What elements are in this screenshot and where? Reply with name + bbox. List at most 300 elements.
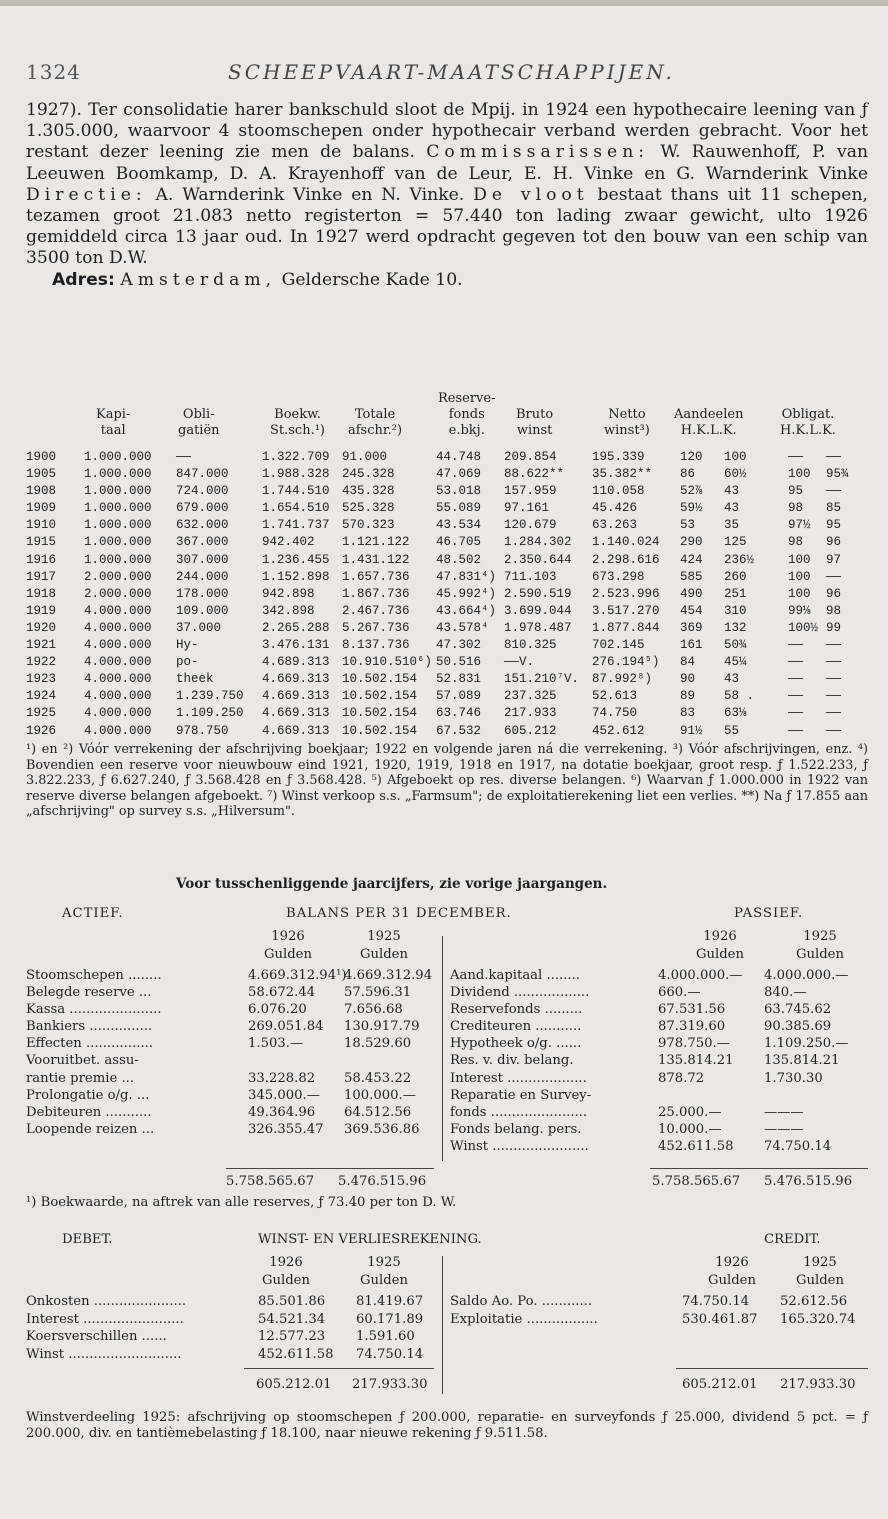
passief-total-1926: 5.758.565.67	[652, 1174, 741, 1189]
table-cell: ——	[176, 450, 192, 464]
winstverdeeling-text: Winstverdeeling 1925: afschrijving op stoomschepen ƒ 200.000, reparatie- en surveyfonds ƒ 25.000, dividend 5 pct. = ƒ 200.000, div. en tantièmebelasting ƒ 18.100, naar nieuwe rekening ƒ 9.511.58.	[26, 1410, 868, 1441]
row-year: 1921	[26, 638, 57, 653]
table-cell: 1.654.510	[262, 501, 330, 516]
page-header	[26, 54, 866, 86]
table-cell: 91.000	[342, 450, 388, 464]
table-cell: 43.664⁴)	[436, 603, 497, 618]
table-cell: ——	[788, 638, 804, 653]
actief-1925: 57.596.31	[344, 985, 412, 1001]
table-row	[26, 569, 868, 586]
balance-row	[26, 1071, 868, 1088]
table-cell: 90	[680, 672, 696, 687]
table-cell: 43.578⁴	[436, 620, 489, 635]
passief-label: Crediteuren ...........	[450, 1019, 582, 1035]
debet-1925: 74.750.14	[356, 1346, 424, 1362]
table-cell: 260	[724, 569, 747, 584]
table-cell: 52⅞	[680, 484, 703, 499]
passief-label: Hypotheek o/g. ......	[450, 1036, 582, 1052]
col-totale-afschrijving: Totale afschr.²)	[348, 407, 403, 438]
table-row	[26, 517, 868, 534]
table-cell: 342.898	[262, 603, 315, 618]
table-cell: ——	[826, 569, 842, 584]
table-cell: 1.741.737	[262, 518, 330, 533]
table-row	[26, 688, 868, 705]
table-cell: ——	[826, 689, 842, 704]
debet-title: DEBET.	[62, 1232, 113, 1247]
debet-1926: 452.611.58	[258, 1346, 334, 1362]
table-cell: 43	[724, 672, 740, 687]
table-cell: ——V.	[504, 655, 535, 670]
profit-distribution	[26, 1410, 868, 1442]
actief-1925: 130.917.79	[344, 1019, 420, 1035]
table-cell: 1.000.000	[84, 552, 152, 567]
col-obligaties: Obligat. H.K.L.K.	[780, 407, 836, 438]
table-cell: 8.137.736	[342, 638, 410, 653]
table-cell: 98	[788, 535, 804, 550]
passief-1925: 135.814.21	[764, 1053, 840, 1069]
table-cell: 45.426	[592, 501, 638, 516]
table-cell: 47.069	[436, 467, 482, 482]
pl-row	[26, 1347, 868, 1365]
actief-1925: 18.529.60	[344, 1036, 412, 1052]
table-row	[26, 449, 868, 466]
table-cell: 100	[788, 586, 811, 601]
table-cell: 570.323	[342, 518, 395, 533]
table-cell: ——	[826, 484, 842, 499]
table-cell: ——	[826, 723, 842, 738]
table-cell: 53.018	[436, 484, 482, 499]
table-cell: 1.978.487	[504, 620, 572, 635]
balance-row	[26, 985, 868, 1002]
table-cell: 84	[680, 655, 696, 670]
actief-label: Loopende reizen ...	[26, 1121, 155, 1137]
passief-label: Aand.kapitaal ........	[450, 968, 580, 983]
table-cell: 63⅛	[724, 706, 747, 721]
table-cell: ——	[788, 672, 804, 687]
table-cell: 1.000.000	[84, 501, 152, 516]
table-cell: 2.350.644	[504, 552, 572, 567]
col-obligatien: Obli- gatiën	[178, 407, 220, 438]
table-cell: 4.000.000	[84, 689, 152, 704]
page-number: 1324	[26, 60, 81, 84]
table-cell: 3.699.044	[504, 603, 572, 618]
row-year: 1909	[26, 501, 57, 516]
table-cell: 58 .	[724, 689, 755, 704]
passief-label: Reservefonds .........	[450, 1002, 583, 1018]
debet-label: Interest ........................	[26, 1311, 184, 1327]
col-aandeelen: Aandeelen H.K.L.K.	[674, 407, 744, 438]
col-kapitaal: Kapi- taal	[96, 407, 131, 438]
table-cell: 217.933	[504, 706, 557, 721]
passief-label: Fonds belang. pers.	[450, 1121, 582, 1137]
actief-label: Bankiers ...............	[26, 1019, 153, 1035]
table-row	[26, 483, 868, 500]
table-cell: 53	[680, 518, 696, 533]
statistics-header	[26, 391, 868, 449]
balance-row	[26, 1036, 868, 1053]
actief-1926: 49.364.96	[248, 1104, 316, 1120]
row-year: 1920	[26, 620, 57, 635]
table-cell: 4.000.000	[84, 706, 152, 721]
passief-year-1926: 1926 Gulden	[696, 929, 744, 962]
table-cell: 60½	[724, 467, 747, 482]
table-cell: 37.000	[176, 620, 222, 635]
actief-1926: 58.672.44	[248, 985, 316, 1001]
table-cell: 810.325	[504, 638, 557, 653]
debet-1926: 12.577.23	[258, 1329, 326, 1344]
table-cell: 4.000.000	[84, 620, 152, 635]
table-cell: 46.705	[436, 535, 482, 550]
actief-label: Effecten ................	[26, 1036, 154, 1052]
credit-1926: 74.750.14	[682, 1294, 750, 1309]
table-cell: 1.657.736	[342, 569, 410, 584]
row-year: 1923	[26, 672, 57, 687]
table-cell: 63.263	[592, 518, 638, 533]
table-cell: 3.476.131	[262, 638, 330, 653]
actief-1926: 6.076.20	[248, 1002, 307, 1018]
adres-label: Adres:	[52, 269, 115, 290]
actief-label: Kassa ......................	[26, 1002, 162, 1018]
actief-label: rantie premie ...	[26, 1070, 135, 1086]
actief-1925: 64.512.56	[344, 1104, 412, 1120]
table-cell: 52.613	[592, 689, 638, 704]
passief-1926: 135.814.21	[658, 1053, 734, 1069]
table-row	[26, 705, 868, 722]
table-cell: 97	[826, 552, 842, 567]
actief-1925: 100.000.—	[344, 1087, 416, 1103]
pl-totals	[26, 1374, 868, 1396]
credit-year-1925: 1925 Gulden	[796, 1255, 844, 1288]
credit-label: Exploitatie .................	[450, 1311, 598, 1327]
balance-row	[26, 1053, 868, 1070]
table-cell: 47.831⁴)	[436, 569, 497, 584]
table-cell: 47.302	[436, 638, 482, 653]
table-cell: 435.328	[342, 484, 395, 499]
table-cell: 4.000.000	[84, 723, 152, 738]
actief-total-rule	[226, 1168, 434, 1169]
table-row	[26, 723, 868, 740]
balance-footnote: ¹) Boekwaarde, na aftrek van alle reserves, ƒ 73.40 per ton D. W.	[26, 1195, 457, 1210]
credit-total-1926: 605.212.01	[682, 1377, 758, 1392]
debet-label: Koersverschillen ......	[26, 1329, 167, 1344]
actief-1926: 269.051.84	[248, 1019, 324, 1035]
table-cell: ——	[788, 450, 804, 464]
col-netto-winst: Netto winst³)	[604, 407, 650, 438]
debet-label: Winst ...........................	[26, 1346, 182, 1362]
balance-row	[26, 1088, 868, 1105]
actief-1926: 326.355.47	[248, 1121, 324, 1137]
balance-row	[26, 1122, 868, 1139]
pl-row	[26, 1329, 868, 1347]
balance-row	[26, 1139, 868, 1156]
table-cell: 151.210⁷V.	[504, 672, 580, 687]
row-year: 1924	[26, 689, 57, 704]
table-cell: 1.988.328	[262, 467, 330, 482]
passief-1926: 878.72	[658, 1070, 705, 1086]
passief-1926: 25.000.—	[658, 1104, 722, 1120]
table-cell: 1.744.510	[262, 484, 330, 499]
table-cell: 452.612	[592, 723, 645, 738]
pl-row	[26, 1312, 868, 1330]
col-bruto-winst: Bruto winst	[516, 407, 554, 438]
table-cell: 88.622**	[504, 467, 565, 482]
running-title: SCHEEPVAART-MAATSCHAPPIJEN.	[228, 60, 675, 84]
credit-total-rule	[676, 1368, 868, 1369]
table-cell: 109.000	[176, 603, 229, 618]
table-cell: 83	[680, 706, 696, 721]
table-cell: 96	[826, 535, 842, 550]
passief-1926: 10.000.—	[658, 1121, 722, 1137]
pl-years	[26, 1254, 868, 1294]
table-cell: 67.532	[436, 723, 482, 738]
row-year: 1910	[26, 518, 57, 533]
table-cell: 1.431.122	[342, 552, 410, 567]
table-cell: 367.000	[176, 535, 229, 550]
table-cell: 2.265.288	[262, 620, 330, 635]
table-cell: 1.236.455	[262, 552, 330, 567]
table-cell: 120.679	[504, 518, 557, 533]
actief-1925: 58.453.22	[344, 1070, 412, 1086]
credit-title: CREDIT.	[764, 1232, 821, 1247]
table-cell: 95	[788, 484, 804, 499]
passief-year-1925: 1925 Gulden	[796, 929, 844, 962]
debet-label: Onkosten ......................	[26, 1294, 187, 1309]
table-cell: po-	[176, 655, 199, 670]
vloot-label: De vloot	[473, 184, 589, 205]
table-cell: 1.121.122	[342, 535, 410, 550]
table-cell: 100½	[788, 620, 819, 635]
table-cell: 100	[788, 467, 811, 482]
table-cell: 35.382**	[592, 467, 653, 482]
table-cell: 1.000.000	[84, 535, 152, 550]
actief-1926: 1.503.—	[248, 1036, 304, 1052]
balance-rows	[26, 968, 868, 1163]
table-cell: 100	[724, 450, 747, 464]
table-cell: 52.831	[436, 672, 482, 687]
statistics-notes	[26, 742, 868, 820]
table-cell: 310	[724, 603, 747, 618]
footnotes: ¹) en ²) Vóór verrekening der afschrijving boekjaar; 1922 en volgende jaren ná die verrekening. ³) Vóór afschrijvingen, enz. ⁴) Bovendien een reserve voor nieuwbouw eind 1921, 1920, 1919, 1918 en 1917, na dotatie boekjaar, groot resp. ƒ 1.522.233, ƒ 3.822.233, ƒ 6.627.240, ƒ 3.568.428 en ƒ 3.568.428. ⁵) Afgeboekt op res. diverse belangen. ⁶) Waarvan ƒ 1.000.000 in 1922 van reserve diverse belangen afgeboekt. ⁷) Winst verkoop s.s. „Farmsum"; de exploitatierekening liet een verlies. **) Na ƒ 17.855 aan „afschrijving" op survey s.s. „Hilversum".	[26, 742, 868, 820]
table-row	[26, 534, 868, 551]
table-cell: 4.000.000	[84, 603, 152, 618]
table-cell: 4.689.313	[262, 655, 330, 670]
balans-title: BALANS PER 31 DECEMBER.	[286, 906, 512, 921]
table-cell: Hy-	[176, 638, 199, 653]
table-cell: 10.502.154	[342, 706, 418, 721]
table-cell: 2.467.736	[342, 603, 410, 618]
row-year: 1926	[26, 723, 57, 738]
credit-year-1926: 1926 Gulden	[708, 1255, 756, 1288]
balance-row	[26, 968, 868, 985]
table-row	[26, 500, 868, 517]
table-cell: 120	[680, 450, 703, 464]
table-cell: ——	[826, 672, 842, 687]
table-cell: 99	[826, 620, 842, 635]
actief-label: Prolongatie o/g. ...	[26, 1087, 150, 1103]
passief-label: Dividend ..................	[450, 985, 590, 1001]
table-cell: 454	[680, 603, 703, 618]
passief-total-1925: 5.476.515.96	[764, 1174, 853, 1189]
col-boekwaarde: Boekw. St.sch.¹)	[270, 407, 326, 438]
table-row	[26, 552, 868, 569]
table-cell: 847.000	[176, 467, 229, 482]
actief-1926: 345.000.—	[248, 1087, 320, 1103]
table-cell: 4.669.313	[262, 672, 330, 687]
table-cell: 276.194⁵)	[592, 655, 660, 670]
table-cell: 50¾	[724, 638, 747, 653]
actief-total-1925: 5.476.515.96	[338, 1174, 427, 1189]
actief-label: Vooruitbet. assu-	[26, 1053, 139, 1069]
passief-label: Winst .......................	[450, 1138, 589, 1154]
table-cell: 632.000	[176, 518, 229, 533]
table-cell: 711.103	[504, 569, 557, 584]
table-cell: 97.161	[504, 501, 550, 516]
table-cell: 1.322.709	[262, 450, 330, 464]
actief-title: ACTIEF.	[62, 906, 124, 921]
table-cell: 4.000.000	[84, 638, 152, 653]
table-cell: 605.212	[504, 723, 557, 738]
table-cell: 50.516	[436, 655, 482, 670]
table-cell: theek	[176, 672, 214, 687]
passief-1926: 978.750.—	[658, 1036, 730, 1052]
table-cell: 2.523.996	[592, 586, 660, 601]
credit-1926: 530.461.87	[682, 1311, 758, 1327]
table-cell: 2.590.519	[504, 586, 572, 601]
credit-1925: 165.320.74	[780, 1311, 856, 1327]
table-cell: ——	[788, 723, 804, 738]
table-cell: 209.854	[504, 450, 557, 464]
table-cell: ——	[788, 689, 804, 704]
table-cell: 99⅛	[788, 603, 811, 618]
table-cell: 86	[680, 467, 696, 482]
table-cell: 4.669.313	[262, 689, 330, 704]
actief-1925: 369.536.86	[344, 1121, 420, 1137]
table-cell: 45¼	[724, 655, 747, 670]
debet-year-1925: 1925 Gulden	[360, 1255, 408, 1288]
row-year: 1905	[26, 467, 57, 482]
table-cell: 525.328	[342, 501, 395, 516]
table-cell: 55.089	[436, 501, 482, 516]
passief-1926: 452.611.58	[658, 1138, 734, 1154]
actief-1926: 33.228.82	[248, 1070, 316, 1086]
table-cell: 48.502	[436, 552, 482, 567]
table-cell: 2.298.616	[592, 552, 660, 567]
commissarissen-label: Commissarissen:	[426, 142, 650, 163]
table-cell: 89	[680, 689, 696, 704]
table-cell: 4.000.000	[84, 655, 152, 670]
table-cell: ——	[788, 706, 804, 721]
table-cell: 237.325	[504, 689, 557, 704]
table-cell: 161	[680, 638, 703, 653]
actief-1925: 4.669.312.94	[344, 968, 433, 983]
intro-paragraph	[26, 100, 868, 291]
debet-total-rule	[244, 1368, 434, 1369]
actief-label: Stoomschepen ........	[26, 968, 162, 983]
row-year: 1908	[26, 484, 57, 499]
balance-totals	[26, 1171, 868, 1193]
table-cell: 2.000.000	[84, 569, 152, 584]
row-year: 1916	[26, 552, 57, 567]
page-top-edge	[0, 0, 888, 6]
debet-total-1926: 605.212.01	[256, 1377, 332, 1392]
profit-loss-account	[26, 1232, 868, 1396]
table-cell: 290	[680, 535, 703, 550]
row-year: 1925	[26, 706, 57, 721]
passief-1925: 1.109.250.—	[764, 1036, 849, 1052]
table-cell: 195.339	[592, 450, 645, 464]
adres-city: Amsterdam,	[120, 269, 277, 290]
statistics-table	[26, 391, 868, 740]
balance-years	[26, 928, 868, 968]
table-cell: 251	[724, 586, 747, 601]
table-cell: 585	[680, 569, 703, 584]
col-reservefonds: Reserve- fonds e.bkj.	[438, 391, 496, 438]
passief-label: Reparatie en Survey-	[450, 1087, 592, 1103]
table-cell: 942.898	[262, 586, 315, 601]
directie-text: A. Warnderink Vinke en N. Vinke.	[155, 184, 465, 205]
row-year: 1919	[26, 603, 57, 618]
table-cell: 35	[724, 518, 740, 533]
vloot-text: bestaat thans uit 11 schepen, tezamen groot 21.083 netto registerton = 57.440 ton lading zwaar gewicht, ulto 1926 gemiddeld circa 13 jaar oud. In 1927 werd opdracht gegeven tot den bouw van een schip van 3500 ton D.W.	[26, 184, 869, 269]
passief-1925: 74.750.14	[764, 1138, 832, 1154]
table-cell: 724.000	[176, 484, 229, 499]
table-cell: 2.000.000	[84, 586, 152, 601]
passief-total-rule	[650, 1168, 868, 1169]
table-cell: 98	[826, 603, 842, 618]
directie-label: Directie:	[26, 184, 147, 205]
table-cell: 3.517.270	[592, 603, 660, 618]
passief-1926: 660.—	[658, 985, 701, 1001]
row-year: 1918	[26, 586, 57, 601]
table-cell: 91½	[680, 723, 703, 738]
table-cell: 1.140.024	[592, 535, 660, 550]
table-cell: 132	[724, 620, 747, 635]
table-cell: 97½	[788, 518, 811, 533]
table-cell: 673.298	[592, 569, 645, 584]
table-cell: 10.502.154	[342, 689, 418, 704]
row-year: 1922	[26, 655, 57, 670]
table-cell: 679.000	[176, 501, 229, 516]
adres-street: Geldersche Kade 10.	[281, 269, 463, 290]
table-cell: 1.000.000	[84, 467, 152, 482]
table-cell: ——	[826, 706, 842, 721]
passief-1925: ———	[764, 1121, 804, 1137]
table-cell: 1.109.250	[176, 706, 244, 721]
table-cell: 1.152.898	[262, 569, 330, 584]
table-row	[26, 654, 868, 671]
table-cell: 59½	[680, 501, 703, 516]
passief-1925: 840.—	[764, 985, 807, 1001]
passief-1925: 1.730.30	[764, 1070, 823, 1086]
row-year: 1917	[26, 569, 57, 584]
table-row	[26, 637, 868, 654]
table-cell: 43.534	[436, 518, 482, 533]
table-cell: 96	[826, 586, 842, 601]
table-cell: 4.000.000	[84, 672, 152, 687]
table-row	[26, 466, 868, 483]
balance-divider	[442, 936, 443, 1161]
balance-sheet	[26, 906, 868, 1193]
table-cell: 85	[826, 501, 842, 516]
table-row	[26, 671, 868, 688]
passief-1925: 4.000.000.—	[764, 968, 849, 983]
table-cell: 307.000	[176, 552, 229, 567]
table-cell: 702.145	[592, 638, 645, 653]
table-cell: 1.877.844	[592, 620, 660, 635]
debet-total-1925: 217.933.30	[352, 1377, 428, 1392]
table-cell: 100	[788, 552, 811, 567]
table-cell: 87.992⁸)	[592, 672, 653, 687]
